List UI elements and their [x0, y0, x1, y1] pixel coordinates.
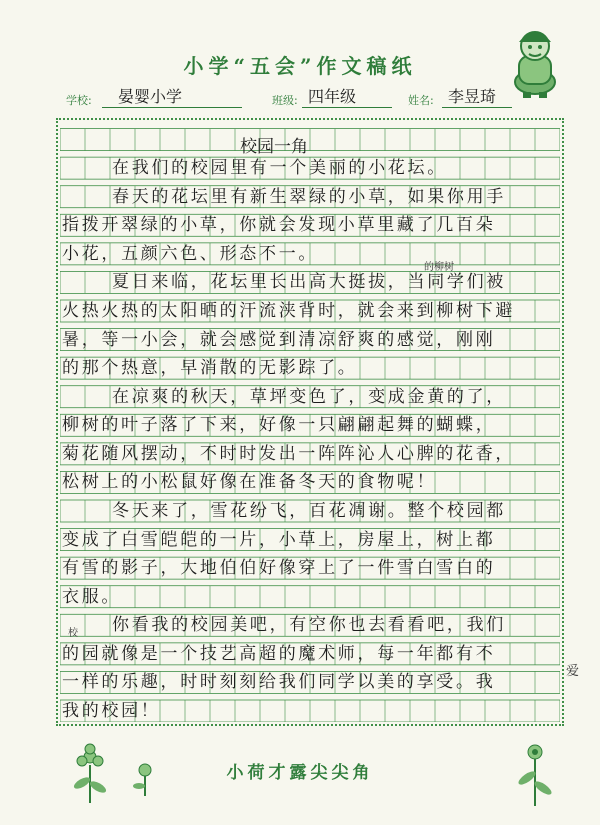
essay-line: 变成了白雪皑皑的一片，小草上，房屋上，树上都 [62, 529, 496, 550]
essay-line: 柳树的叶子落了下来，好像一只翩翩起舞的蝴蝶， [62, 415, 496, 436]
essay-line: 冬天来了，雪花纷飞，百花凋谢。整个校园都 [112, 501, 506, 521]
essay-line: 我的校园！ [62, 701, 161, 721]
essay-line: 的园就像是一个技艺高超的魔术师，每一年都有不 [62, 643, 496, 664]
essay-line: 一样的乐趣，时时刻刻给我们同学以美的享受。我 [62, 672, 496, 693]
essay-line: 在我们的校园里有一个美丽的小花坛。 [112, 158, 447, 179]
name-label: 姓名: [408, 94, 434, 107]
essay-line: 夏日来临，花坛里长出高大挺拔，当同学们被 [112, 272, 506, 293]
name-underline [442, 107, 512, 108]
essay-line: 的那个热意，早消散的无影踪了。 [62, 358, 358, 379]
school-underline [102, 107, 242, 108]
essay-line: 有雪的影子，大地伯伯好像穿上了一件雪白雪白的 [62, 558, 496, 579]
school-value: 晏婴小学 [118, 87, 183, 106]
school-label: 学校: [66, 94, 92, 107]
essay-line: 指拨开翠绿的小草，你就会发现小草里藏了几百朵 [62, 215, 496, 236]
essay-line: 菊花随风摆动，不时时发出一阵阵沁人心脾的花香， [62, 443, 516, 464]
footer-slogan: 小荷才露尖尖角 [226, 763, 374, 783]
class-underline [302, 107, 392, 108]
info-row [0, 84, 600, 110]
essay-line: 春天的花坛里有新生翠绿的小草，如果你用手 [112, 186, 506, 207]
page-title: 小学“五会”作文稿纸 [183, 54, 417, 78]
class-label: 班级: [272, 94, 298, 107]
essay-line: 暑，等一小会，就会感觉到清凉舒爽的感觉，刚刚 [62, 329, 496, 350]
essay-title: 校园一角 [240, 137, 308, 157]
essay-line: 你看我的校园美吧，有空你也去看看吧，我们 [112, 615, 506, 636]
essay-line: 小花，五颜六色、形态不一。 [62, 243, 319, 264]
essay-line: 在凉爽的秋天，草坪变色了，变成金黄的了， [112, 386, 506, 407]
margin-note: 爱 [566, 664, 580, 679]
flower-right-icon [510, 738, 560, 808]
essay-line: 松树上的小松鼠好像在准备冬天的食物呢！ [62, 472, 437, 493]
essay-line: 火热火热的太阳晒的汗流浃背时，就会来到柳树下避 [62, 301, 516, 321]
class-value: 四年级 [308, 87, 357, 106]
essay-line: 衣服。 [62, 586, 122, 607]
insert-note-liushu: 的柳树 [424, 262, 454, 273]
insert-note-xiao: 校 [68, 628, 78, 639]
name-value: 李昱琦 [448, 87, 497, 106]
